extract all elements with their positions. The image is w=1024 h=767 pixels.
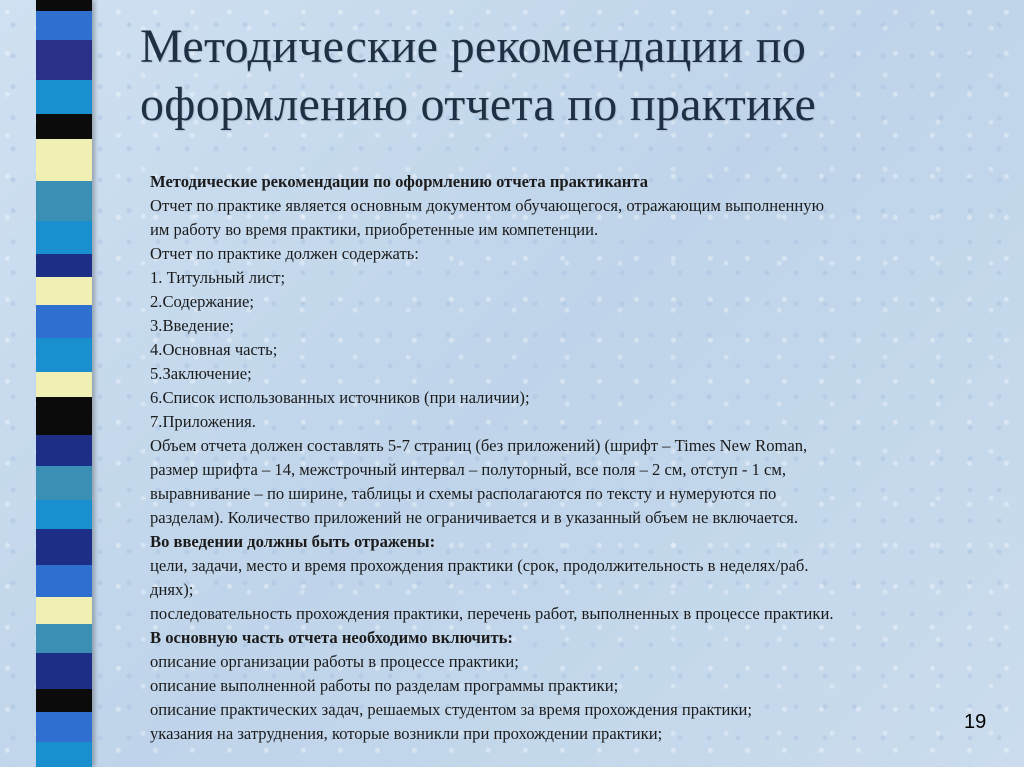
- text-line: 7.Приложения.: [150, 412, 256, 431]
- stripe-segment: [36, 181, 92, 221]
- page-number: 19: [964, 711, 987, 733]
- text-line: 3.Введение;: [150, 316, 234, 335]
- text-line: Объем отчета должен составлять 5-7 страниц (без приложений) (шрифт – Times New Roman,: [150, 436, 808, 455]
- stripe-segment: [36, 742, 92, 767]
- section-heading-line: В основную часть отчета необходимо включить:: [150, 628, 513, 647]
- stripe-segment: [36, 254, 92, 277]
- text-line: указания на затруднения, которые возникли при прохождении практики;: [150, 724, 663, 743]
- stripe-segment: [36, 466, 92, 500]
- stripe-segment: [36, 40, 92, 80]
- stripe-segment: [36, 114, 92, 139]
- stripe-segment: [36, 435, 92, 466]
- stripe-segment: [36, 689, 92, 712]
- text-line: Отчет по практике должен содержать:: [150, 244, 419, 263]
- slide-body-text: [150, 170, 980, 746]
- stripe-segment: [36, 139, 92, 181]
- stripe-segment: [36, 305, 92, 337]
- stripe-segment: [36, 11, 92, 40]
- text-line: описание организации работы в процессе практики;: [150, 652, 519, 671]
- stripe-segment: [36, 0, 92, 11]
- text-line: 5.Заключение;: [150, 364, 252, 383]
- section-heading-line: Во введении должны быть отражены:: [150, 532, 436, 551]
- text-line: Отчет по практике является основным документом обучающегося, отражающим выполненную: [150, 196, 824, 215]
- decorative-stripe-bar: [36, 0, 92, 767]
- text-line: им работу во время практики, приобретенные им компетенции.: [150, 220, 599, 239]
- stripe-segment: [36, 372, 92, 397]
- stripe-segment: [36, 338, 92, 372]
- stripe-segment: [36, 653, 92, 689]
- text-line: описание выполненной работы по разделам программы практики;: [150, 676, 619, 695]
- stripe-segment: [36, 597, 92, 624]
- text-line: цели, задачи, место и время прохождения практики (срок, продолжительность в неделях/раб.: [150, 556, 809, 575]
- stripe-segment: [36, 500, 92, 529]
- text-line: выравнивание – по ширине, таблицы и схемы располагаются по тексту и нумеруются по: [150, 484, 777, 503]
- text-line: 4.Основная часть;: [150, 340, 278, 359]
- text-line: 6.Список использованных источников (при наличии);: [150, 388, 530, 407]
- text-line: 1. Титульный лист;: [150, 268, 286, 287]
- slide-title: Методические рекомендации по оформлению отчета по практике: [140, 20, 817, 131]
- text-line: последовательность прохождения практики, перечень работ, выполненных в процессе практики.: [150, 604, 834, 623]
- stripe-segment: [36, 397, 92, 435]
- text-line: размер шрифта – 14, межстрочный интервал – полуторный, все поля – 2 см, отступ - 1 см,: [150, 460, 787, 479]
- text-line: описание практических задач, решаемых студентом за время прохождения практики;: [150, 700, 752, 719]
- stripe-segment: [36, 624, 92, 653]
- stripe-segment: [36, 80, 92, 114]
- stripe-segment: [36, 277, 92, 306]
- text-line: днях);: [150, 580, 194, 599]
- stripe-segment: [36, 712, 92, 743]
- stripe-segment: [36, 221, 92, 253]
- stripe-segment: [36, 565, 92, 597]
- text-line: 2.Содержание;: [150, 292, 255, 311]
- section-heading-line: Методические рекомендации по оформлению отчета практиканта: [150, 172, 649, 191]
- stripe-segment: [36, 529, 92, 565]
- text-line: разделам). Количество приложений не ограничивается и в указанный объем не включается.: [150, 508, 799, 527]
